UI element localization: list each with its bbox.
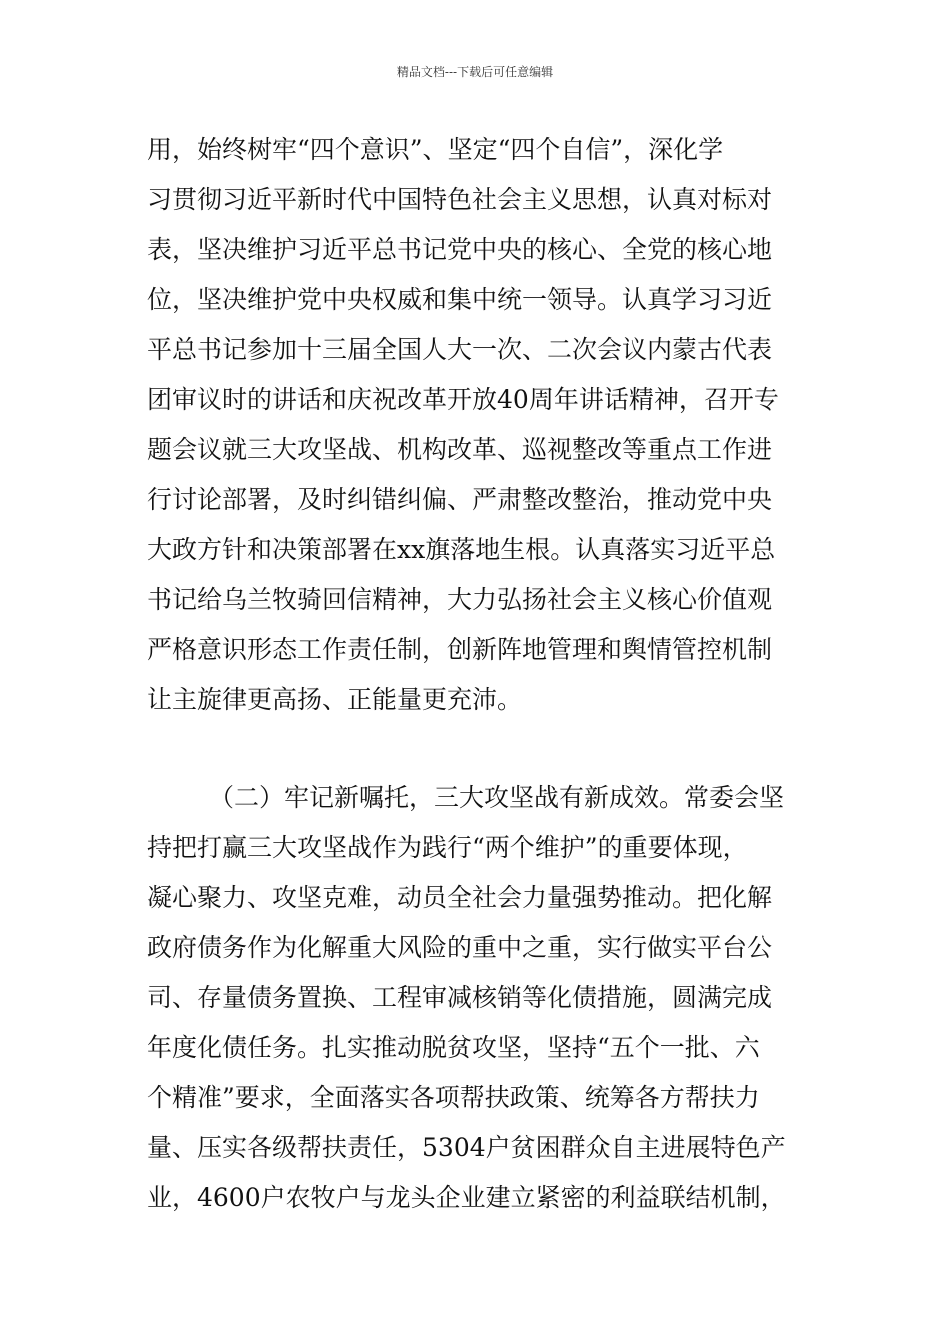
text-line: 让主旋律更高扬、正能量更充沛。 (147, 685, 523, 714)
text-line: 大政方针和决策部署在xx旗落地生根。认真落实习近平总 (147, 535, 776, 564)
text-line: 平总书记参加十三届全国人大一次、二次会议内蒙古代表 (147, 335, 773, 364)
text-line: 年度化债任务。扎实推动脱贫攻坚，坚持“五个一批、六 (147, 1033, 760, 1062)
paragraph-1 (147, 125, 837, 725)
text-line: 个精准”要求，全面落实各项帮扶政策、统筹各方帮扶力 (147, 1083, 760, 1112)
text-line: 书记给乌兰牧骑回信精神，大力弘扬社会主义核心价值观 (147, 585, 773, 614)
paragraph-2 (147, 773, 837, 1223)
text-line: 题会议就三大攻坚战、机构改革、巡视整改等重点工作进 (147, 435, 773, 464)
text-line: 司、存量债务置换、工程审减核销等化债措施，圆满完成 (147, 983, 773, 1012)
text-line: （二）牢记新嘱托，三大攻坚战有新成效。常委会坚 (209, 783, 785, 812)
text-line: 团审议时的讲话和庆祝改革开放40周年讲话精神，召开专 (147, 385, 779, 414)
text-line: 行讨论部署，及时纠错纠偏、严肃整改整治，推动党中央 (147, 485, 773, 514)
page-header: 精品文档---下载后可任意编辑 (396, 65, 554, 79)
text-line: 表，坚决维护习近平总书记党中央的核心、全党的核心地 (147, 235, 773, 264)
text-line: 用，始终树牢“四个意识”、坚定“四个自信”，深化学 (147, 135, 724, 164)
text-line: 政府债务作为化解重大风险的重中之重，实行做实平台公 (147, 933, 773, 962)
text-line: 位，坚决维护党中央权威和集中统一领导。认真学习习近 (147, 285, 773, 314)
text-line: 业，4600户农牧户与龙头企业建立紧密的利益联结机制， (147, 1183, 786, 1212)
text-line: 习贯彻习近平新时代中国特色社会主义思想，认真对标对 (147, 185, 773, 214)
text-line: 量、压实各级帮扶责任，5304户贫困群众自主进展特色产 (147, 1133, 786, 1162)
text-line: 严格意识形态工作责任制，创新阵地管理和舆情管控机制 (147, 635, 773, 664)
text-line: 持把打赢三大攻坚战作为践行“两个维护”的重要体现， (147, 833, 748, 862)
text-line: 凝心聚力、攻坚克难，动员全社会力量强势推动。把化解 (147, 883, 773, 912)
